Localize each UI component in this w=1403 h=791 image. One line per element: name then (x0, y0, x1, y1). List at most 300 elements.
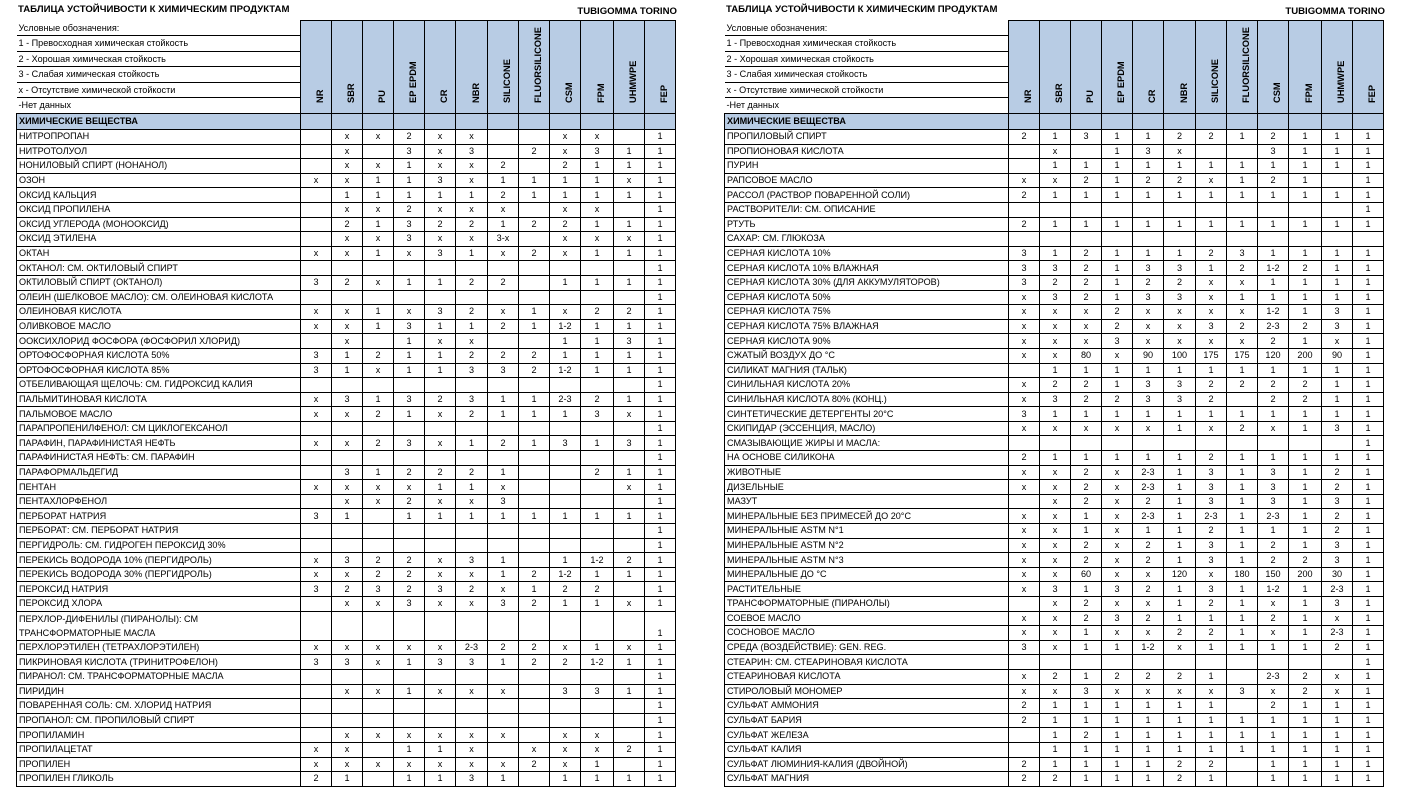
rating-cell (425, 669, 456, 684)
rating-cell (301, 611, 332, 640)
table-row (725, 713, 1384, 728)
table-row (17, 524, 676, 539)
table-row (17, 144, 676, 159)
rating-cell: x (1040, 319, 1071, 334)
rating-cell: 3 (394, 144, 425, 159)
table-row (17, 188, 676, 203)
rating-cell (363, 334, 394, 349)
rating-cell: 2-3 (1258, 319, 1289, 334)
rating-cell: 1 (1227, 611, 1258, 626)
material-header (1133, 21, 1164, 114)
substance-name: ПОВАРЕННАЯ СОЛЬ: СМ. ХЛОРИД НАТРИЯ (17, 699, 301, 714)
rating-cell (425, 538, 456, 553)
legend-item: 2 - Хорошая химическая стойкость (725, 52, 1009, 68)
rating-cell: 3 (1133, 378, 1164, 393)
material-label: SILICONE (1210, 59, 1220, 103)
rating-cell (519, 611, 550, 640)
rating-cell: x (1040, 611, 1071, 626)
rating-cell: x (301, 392, 332, 407)
rating-cell: 1 (456, 480, 488, 495)
rating-cell: 3 (1322, 597, 1353, 612)
table-row (725, 363, 1384, 378)
substance-name: НА ОСНОВЕ СИЛИКОНА (725, 451, 1009, 466)
rating-cell: x (456, 173, 488, 188)
rating-cell: 1 (1322, 772, 1353, 787)
substance-name: ПИРАНОЛ: СМ. ТРАНСФОРМАТОРНЫЕ МАСЛА (17, 669, 301, 684)
rating-cell: 1 (1322, 261, 1353, 276)
rating-cell: 1 (1353, 348, 1384, 363)
substance-name: СЕРНАЯ КИСЛОТА 10% ВЛАЖНАЯ (725, 261, 1009, 276)
substance-name: СИНИЛЬНАЯ КИСЛОТА 80% (КОНЦ.) (725, 392, 1009, 407)
rating-cell: 1 (645, 305, 676, 320)
rating-cell: 3 (1164, 290, 1196, 305)
rating-cell: 2 (394, 582, 425, 597)
rating-cell: 1 (456, 509, 488, 524)
rating-cell: x (301, 246, 332, 261)
rating-cell (519, 202, 550, 217)
section-cell (301, 114, 332, 130)
rating-cell (519, 261, 550, 276)
rating-cell: 1 (1071, 217, 1102, 232)
rating-cell (614, 699, 645, 714)
rating-cell: 1 (1102, 640, 1133, 655)
rating-cell: 1 (1071, 757, 1102, 772)
rating-cell: 1 (519, 188, 550, 203)
material-header (332, 21, 363, 114)
rating-cell: 1 (581, 159, 614, 174)
rating-cell: 1 (581, 188, 614, 203)
rating-cell (550, 480, 581, 495)
rating-cell (301, 465, 332, 480)
rating-cell (488, 130, 519, 145)
rating-cell: 1 (1353, 567, 1384, 582)
rating-cell: 2 (1071, 261, 1102, 276)
rating-cell: 3 (394, 319, 425, 334)
rating-cell (581, 421, 614, 436)
table-row (17, 290, 676, 305)
rating-cell: x (1040, 305, 1071, 320)
rating-cell (363, 669, 394, 684)
rating-cell: x (1102, 348, 1133, 363)
substance-name: СЕРНАЯ КИСЛОТА 75% ВЛАЖНАЯ (725, 319, 1009, 334)
table-row (725, 290, 1384, 305)
rating-cell (456, 261, 488, 276)
legend-item: x - Отсутствие химической стойкости (17, 83, 301, 99)
section-cell (1133, 114, 1164, 130)
rating-cell: 3 (1040, 582, 1071, 597)
rating-cell: 1 (1289, 713, 1322, 728)
rating-cell: 1 (1227, 188, 1258, 203)
substance-name: СЕРНАЯ КИСЛОТА 75% (725, 305, 1009, 320)
table-row (725, 202, 1384, 217)
rating-cell: x (1196, 567, 1227, 582)
rating-cell (519, 772, 550, 787)
substance-name: ОТБЕЛИВАЮЩАЯ ЩЕЛОЧЬ: СМ. ГИДРОКСИД КАЛИЯ (17, 378, 301, 393)
rating-cell: x (363, 640, 394, 655)
rating-cell: 1 (645, 655, 676, 670)
rating-cell: x (1009, 582, 1040, 597)
rating-cell: 2 (1071, 553, 1102, 568)
material-label: NBR (1178, 82, 1189, 103)
rating-cell: x (332, 407, 363, 422)
material-header (301, 21, 332, 114)
rating-cell: 2 (1196, 524, 1227, 539)
rating-cell: 2 (1196, 451, 1227, 466)
rating-cell: 3 (456, 144, 488, 159)
rating-cell: x (1102, 567, 1133, 582)
material-header (1164, 21, 1196, 114)
rating-cell: 3 (332, 465, 363, 480)
section-cell (1227, 114, 1258, 130)
rating-cell: 2 (1289, 684, 1322, 699)
rating-cell: 90 (1133, 348, 1164, 363)
rating-cell: 2 (1071, 611, 1102, 626)
rating-cell: 1 (1227, 742, 1258, 757)
rating-cell: x (394, 728, 425, 743)
table-row (17, 611, 676, 640)
rating-cell: 1 (425, 348, 456, 363)
rating-cell: 2 (1164, 130, 1196, 145)
rating-cell: 2 (1071, 480, 1102, 495)
rating-cell: 1 (1322, 275, 1353, 290)
rating-cell: 1 (1102, 713, 1133, 728)
rating-cell: 3 (301, 275, 332, 290)
rating-cell: x (1040, 465, 1071, 480)
rating-cell: x (425, 553, 456, 568)
rating-cell: 1 (1353, 188, 1384, 203)
rating-cell: 180 (1227, 567, 1258, 582)
rating-cell: 1 (550, 188, 581, 203)
rating-cell (1196, 232, 1227, 247)
table-row (725, 217, 1384, 232)
table-row (725, 188, 1384, 203)
rating-cell (1071, 232, 1102, 247)
section-cell (550, 114, 581, 130)
rating-cell: 2 (519, 363, 550, 378)
rating-cell: x (1040, 494, 1071, 509)
rating-cell: 1 (645, 275, 676, 290)
rating-cell: x (301, 742, 332, 757)
rating-cell: x (550, 246, 581, 261)
rating-cell: x (425, 144, 456, 159)
substance-name: СУЛЬФАТ ЛЮМИНИЯ-КАЛИЯ (ДВОЙНОЙ) (725, 757, 1009, 772)
rating-cell: 2 (614, 553, 645, 568)
rating-cell: x (1258, 597, 1289, 612)
rating-cell: 1 (1353, 772, 1384, 787)
rating-cell (519, 378, 550, 393)
rating-cell: 1 (645, 378, 676, 393)
table-row (725, 232, 1384, 247)
table-row (725, 173, 1384, 188)
rating-cell: 1 (1353, 728, 1384, 743)
rating-cell: 1 (1102, 407, 1133, 422)
rating-cell: 175 (1227, 348, 1258, 363)
rating-cell: 1 (614, 465, 645, 480)
substance-name: САХАР: СМ. ГЛЮКОЗА (725, 232, 1009, 247)
rating-cell (1102, 436, 1133, 451)
rating-cell: 3-x (488, 232, 519, 247)
rating-cell: x (1040, 421, 1071, 436)
rating-cell (363, 421, 394, 436)
rating-cell: 2 (425, 392, 456, 407)
rating-cell: x (1009, 173, 1040, 188)
rating-cell: 3 (394, 232, 425, 247)
material-header (394, 21, 425, 114)
rating-cell: 1 (1196, 713, 1227, 728)
rating-cell: 1 (1353, 509, 1384, 524)
rating-cell: x (456, 130, 488, 145)
rating-cell: 1 (394, 159, 425, 174)
rating-cell: 1 (581, 436, 614, 451)
resistance-table (724, 20, 1384, 787)
substance-name: ПЕРХЛОРЭТИЛЕН (ТЕТРАХЛОРЭТИЛЕН) (17, 640, 301, 655)
rating-cell (1102, 655, 1133, 670)
rating-cell: 1 (1289, 159, 1322, 174)
rating-cell (519, 480, 550, 495)
rating-cell: 1 (614, 159, 645, 174)
rating-cell: 3 (1258, 494, 1289, 509)
rating-cell (425, 421, 456, 436)
table-row (725, 130, 1384, 145)
section-cell (581, 114, 614, 130)
rating-cell (1040, 232, 1071, 247)
table-row (725, 494, 1384, 509)
rating-cell: 1 (645, 144, 676, 159)
rating-cell: 3 (1133, 144, 1164, 159)
rating-cell: 1 (1227, 553, 1258, 568)
rating-cell: 2 (1164, 275, 1196, 290)
rating-cell (301, 421, 332, 436)
substance-name: ОКТИЛОВЫЙ СПИРТ (ОКТАНОЛ) (17, 275, 301, 290)
rating-cell: 1 (1289, 275, 1322, 290)
rating-cell: 2 (1102, 392, 1133, 407)
rating-cell: 1 (1196, 728, 1227, 743)
substance-name: МИНЕРАЛЬНЫЕ ASTM N°2 (725, 538, 1009, 553)
substance-name: ПЕРОКСИД ХЛОРА (17, 597, 301, 612)
rating-cell: x (1009, 319, 1040, 334)
rating-cell: 1 (1133, 363, 1164, 378)
rating-cell: 1 (614, 144, 645, 159)
rating-cell: 2 (1133, 173, 1164, 188)
rating-cell: 3 (1009, 640, 1040, 655)
rating-cell: 1 (1040, 742, 1071, 757)
rating-cell: 1 (456, 246, 488, 261)
substance-name: РАСТИТЕЛЬНЫЕ (725, 582, 1009, 597)
rating-cell: x (456, 757, 488, 772)
rating-cell (1009, 363, 1040, 378)
rating-cell: 3 (1133, 261, 1164, 276)
rating-cell: x (332, 202, 363, 217)
rating-cell: 1 (645, 202, 676, 217)
rating-cell: 3 (1009, 246, 1040, 261)
rating-cell (581, 669, 614, 684)
rating-cell (581, 713, 614, 728)
rating-cell: 1 (1289, 173, 1322, 188)
rating-cell: 2 (1040, 669, 1071, 684)
rating-cell (1164, 202, 1196, 217)
substance-name: ОРТОФОСФОРНАЯ КИСЛОТА 85% (17, 363, 301, 378)
rating-cell: 1 (1227, 538, 1258, 553)
table-row (725, 684, 1384, 699)
rating-cell: 1 (1040, 217, 1071, 232)
rating-cell: x (550, 144, 581, 159)
rating-cell: 1 (1353, 582, 1384, 597)
rating-cell: 2 (1164, 626, 1196, 641)
rating-cell: x (1164, 319, 1196, 334)
rating-cell: 2 (394, 494, 425, 509)
rating-cell: 1 (1164, 713, 1196, 728)
rating-cell: 1 (1071, 407, 1102, 422)
rating-cell: 1 (1102, 728, 1133, 743)
rating-cell: 1 (1164, 553, 1196, 568)
rating-cell: 1 (1040, 757, 1071, 772)
table-row (17, 202, 676, 217)
rating-cell: 1 (1289, 334, 1322, 349)
material-header (456, 21, 488, 114)
rating-cell: 2 (394, 553, 425, 568)
rating-cell (425, 699, 456, 714)
rating-cell: 2 (1164, 772, 1196, 787)
material-label: CSM (1272, 82, 1282, 103)
rating-cell: x (332, 567, 363, 582)
rating-cell (488, 421, 519, 436)
rating-cell: 3 (425, 305, 456, 320)
rating-cell: 1 (1040, 246, 1071, 261)
table-row (725, 567, 1384, 582)
rating-cell: 1 (1227, 597, 1258, 612)
rating-cell: x (363, 363, 394, 378)
rating-cell: x (1133, 319, 1164, 334)
rating-cell: 1 (1353, 275, 1384, 290)
rating-cell: 3 (425, 173, 456, 188)
rating-cell: 1 (1258, 363, 1289, 378)
rating-cell (394, 451, 425, 466)
rating-cell (456, 524, 488, 539)
rating-cell: 2 (550, 582, 581, 597)
rating-cell: 2 (456, 465, 488, 480)
rating-cell: 1 (1164, 597, 1196, 612)
rating-cell (550, 494, 581, 509)
rating-cell: 1 (645, 669, 676, 684)
rating-cell: 1 (332, 363, 363, 378)
rating-cell (301, 290, 332, 305)
rating-cell: x (1040, 348, 1071, 363)
rating-cell: 1 (1164, 451, 1196, 466)
rating-cell: 1 (1258, 159, 1289, 174)
rating-cell: x (550, 130, 581, 145)
rating-cell: 1 (645, 465, 676, 480)
rating-cell (519, 713, 550, 728)
rating-cell: x (332, 319, 363, 334)
rating-cell: 2 (1133, 553, 1164, 568)
rating-cell: 1 (332, 188, 363, 203)
rating-cell: x (488, 305, 519, 320)
rating-cell: x (1164, 144, 1196, 159)
table-row (17, 217, 676, 232)
rating-cell: 2 (519, 640, 550, 655)
rating-cell: 1 (488, 217, 519, 232)
rating-cell: 1 (1353, 246, 1384, 261)
rating-cell: x (332, 232, 363, 247)
rating-cell: 2 (1071, 494, 1102, 509)
rating-cell: 1 (363, 188, 394, 203)
rating-cell (488, 538, 519, 553)
rating-cell: 1 (614, 392, 645, 407)
rating-cell: x (550, 728, 581, 743)
header-row (17, 21, 676, 114)
material-label: FEP (659, 84, 669, 103)
rating-cell: 1 (1258, 757, 1289, 772)
rating-cell: 3 (394, 436, 425, 451)
rating-cell: 1 (1322, 713, 1353, 728)
rating-cell: 1 (1133, 713, 1164, 728)
substance-name: СМАЗЫВАЮЩИЕ ЖИРЫ И МАСЛА: (725, 436, 1009, 451)
rating-cell: 2 (1102, 319, 1133, 334)
rating-cell: 1 (1040, 159, 1071, 174)
table-row (17, 465, 676, 480)
rating-cell (614, 582, 645, 597)
rating-cell: 1 (1102, 363, 1133, 378)
rating-cell: 1 (1227, 173, 1258, 188)
rating-cell: 1 (1071, 742, 1102, 757)
rating-cell: 2 (1164, 757, 1196, 772)
rating-cell: 1 (550, 173, 581, 188)
rating-cell (1009, 494, 1040, 509)
rating-cell (301, 597, 332, 612)
rating-cell: 3 (332, 553, 363, 568)
rating-cell: 1 (1289, 188, 1322, 203)
rating-cell (581, 480, 614, 495)
rating-cell: 3 (1040, 290, 1071, 305)
rating-cell: x (1040, 144, 1071, 159)
rating-cell: 1 (645, 742, 676, 757)
rating-cell: 1 (1289, 363, 1322, 378)
rating-cell: 1-2 (1258, 261, 1289, 276)
rating-cell: 1 (425, 363, 456, 378)
rating-cell: 1 (1353, 538, 1384, 553)
rating-cell: x (332, 144, 363, 159)
substance-name: НИТРОТОЛУОЛ (17, 144, 301, 159)
rating-cell: 1 (1164, 611, 1196, 626)
rating-cell: 1 (645, 363, 676, 378)
substance-name: ПАЛЬМИТИНОВАЯ КИСЛОТА (17, 392, 301, 407)
rating-cell: x (581, 130, 614, 145)
rating-cell (425, 524, 456, 539)
material-label: NBR (470, 82, 481, 103)
substance-name: ПЕРБОРАТ: СМ. ПЕРБОРАТ НАТРИЯ (17, 524, 301, 539)
rating-cell: 2 (456, 348, 488, 363)
rating-cell: x (1071, 305, 1102, 320)
table-row (725, 392, 1384, 407)
rating-cell: 1 (645, 261, 676, 276)
rating-cell: 2 (1322, 640, 1353, 655)
rating-cell: 3 (1258, 144, 1289, 159)
rating-cell: 1 (363, 173, 394, 188)
rating-cell: x (425, 640, 456, 655)
rating-cell: 1 (1289, 728, 1322, 743)
rating-cell: 1 (394, 188, 425, 203)
table-row (725, 246, 1384, 261)
rating-cell: 2 (363, 567, 394, 582)
substance-name: ПУРИН (725, 159, 1009, 174)
substance-name: ДИЗЕЛЬНЫЕ (725, 480, 1009, 495)
rating-cell: x (1009, 392, 1040, 407)
rating-cell: 1 (1196, 669, 1227, 684)
substance-name: СОСНОВОЕ МАСЛО (725, 626, 1009, 641)
rating-cell (550, 290, 581, 305)
rating-cell: 3 (332, 392, 363, 407)
rating-cell: x (581, 728, 614, 743)
